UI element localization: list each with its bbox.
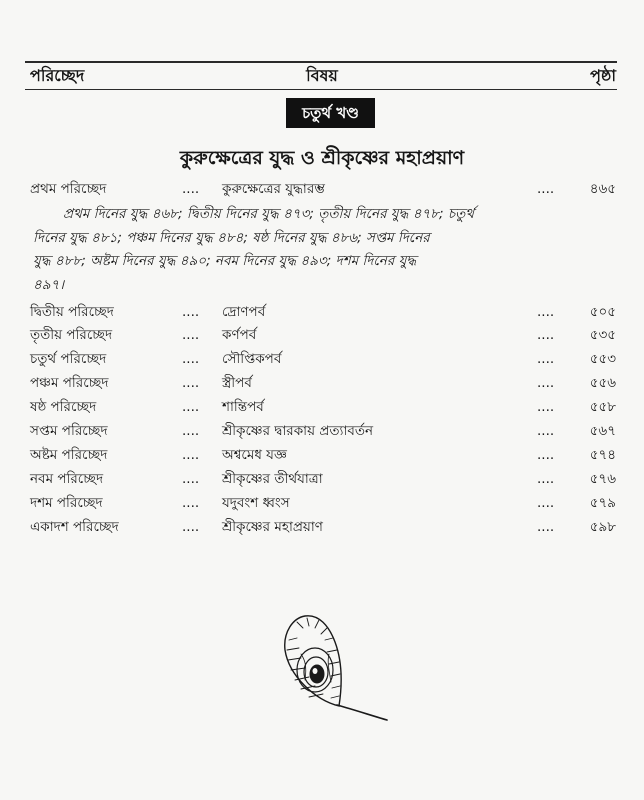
- leader-dots: ....: [537, 471, 555, 487]
- page-number: ৫৭৯: [589, 495, 616, 511]
- chapter-label: পঞ্চম পরিচ্ছেদ: [30, 375, 109, 391]
- header-subject-label: বিষয়: [306, 66, 338, 85]
- chapter-label: প্রথম পরিচ্ছেদ: [30, 181, 107, 197]
- leader-dots: ....: [182, 181, 200, 197]
- page-number: ৫৭৪: [589, 447, 616, 463]
- chapter-title: দ্রোণপর্ব: [222, 304, 266, 320]
- chapter-label: চতুর্থ পরিচ্ছেদ: [30, 351, 107, 367]
- leader-dots: ....: [182, 399, 200, 415]
- toc-entry: [0, 444, 644, 466]
- page-number: ৫৯৮: [589, 519, 616, 535]
- leader-dots: ....: [182, 519, 200, 535]
- header-chapter-label: পরিচ্ছেদ: [30, 66, 85, 85]
- subentry-line: প্রথম দিনের যুদ্ধ ৪৬৮; দ্বিতীয় দিনের যুদ্ধ ৪৭৩; তৃতীয় দিনের যুদ্ধ ৪৭৮; চতুর্থ: [63, 206, 475, 222]
- toc-entry: [0, 396, 644, 418]
- page-number: ৫৫৩: [589, 351, 616, 367]
- leader-dots: ....: [537, 351, 555, 367]
- leader-dots: ....: [182, 495, 200, 511]
- leader-dots: ....: [537, 519, 555, 535]
- toc-entry: [0, 348, 644, 370]
- page-number: ৪৬৫: [589, 181, 616, 197]
- leader-dots: ....: [537, 423, 555, 439]
- chapter-title: শ্রীকৃষ্ণের দ্বারকায় প্রত্যাবর্তন: [222, 423, 374, 439]
- toc-entry: [0, 468, 644, 490]
- chapter-label: একাদশ পরিচ্ছেদ: [30, 519, 119, 535]
- leader-dots: ....: [537, 399, 555, 415]
- chapter-label: দশম পরিচ্ছেদ: [30, 495, 103, 511]
- chapter-label: দ্বিতীয় পরিচ্ছেদ: [30, 304, 114, 320]
- leader-dots: ....: [182, 423, 200, 439]
- toc-entry: [0, 324, 644, 346]
- subentries-block: [33, 203, 543, 297]
- chapter-title: শান্তিপর্ব: [222, 399, 264, 415]
- page-number: ৫৫৬: [589, 375, 616, 391]
- chapter-title: সৌপ্তিকপর্ব: [222, 351, 282, 367]
- toc-entry: [0, 516, 644, 538]
- leader-dots: ....: [182, 375, 200, 391]
- page-number: ৫৫৮: [589, 399, 616, 415]
- header-top-rule: [25, 61, 617, 63]
- subentry-line: ৪৯৭।: [33, 276, 65, 293]
- chapter-title: অশ্বমেধ যজ্ঞ: [222, 447, 287, 463]
- chapter-title: কর্ণপর্ব: [222, 327, 257, 343]
- leader-dots: ....: [537, 304, 555, 320]
- chapter-title: যদুবংশ ধ্বংস: [222, 495, 290, 511]
- toc-entry: [0, 301, 644, 323]
- toc-entry: [0, 492, 644, 514]
- leader-dots: ....: [182, 351, 200, 367]
- leader-dots: ....: [537, 447, 555, 463]
- page-number: ৫৩৫: [589, 327, 616, 343]
- leader-dots: ....: [537, 375, 555, 391]
- section-banner: চতুর্থ খণ্ড: [286, 98, 375, 128]
- leader-dots: ....: [537, 181, 555, 197]
- leader-dots: ....: [537, 327, 555, 343]
- leader-dots: ....: [182, 447, 200, 463]
- chapter-title: শ্রীকৃষ্ণের মহাপ্রয়াণ: [222, 519, 323, 535]
- header-bottom-rule: [25, 89, 617, 90]
- chapter-label: অষ্টম পরিচ্ছেদ: [30, 447, 108, 463]
- toc-entry: [0, 420, 644, 442]
- page-number: ৫৭৬: [589, 471, 616, 487]
- chapter-label: তৃতীয় পরিচ্ছেদ: [30, 327, 113, 343]
- subentry-line: দিনের যুদ্ধ ৪৮১; পঞ্চম দিনের যুদ্ধ ৪৮৪; ষষ্ঠ দিনের যুদ্ধ ৪৮৬; সপ্তম দিনের: [33, 229, 430, 246]
- leader-dots: ....: [182, 304, 200, 320]
- section-title: কুরুক্ষেত্রের যুদ্ধ ও শ্রীকৃষ্ণের মহাপ্রয়াণ: [179, 147, 465, 169]
- peacock-feather-icon: [275, 610, 405, 725]
- toc-entry: [0, 372, 644, 394]
- chapter-title: শ্রীকৃষ্ণের তীর্থযাত্রা: [222, 471, 323, 487]
- chapter-title: স্ত্রীপর্ব: [222, 375, 252, 391]
- subentry-line: যুদ্ধ ৪৮৮; অষ্টম দিনের যুদ্ধ ৪৯০; নবম দিনের যুদ্ধ ৪৯৩; দশম দিনের যুদ্ধ: [33, 253, 417, 269]
- chapter-label: সপ্তম পরিচ্ছেদ: [30, 423, 108, 439]
- header-page-label: পৃষ্ঠা: [590, 66, 616, 85]
- chapter-label: নবম পরিচ্ছেদ: [30, 471, 104, 487]
- page-number: ৫০৫: [589, 304, 616, 320]
- leader-dots: ....: [537, 495, 555, 511]
- leader-dots: ....: [182, 471, 200, 487]
- toc-entry: [0, 178, 644, 200]
- leader-dots: ....: [182, 327, 200, 343]
- chapter-label: ষষ্ঠ পরিচ্ছেদ: [30, 399, 97, 415]
- chapter-title: কুরুক্ষেত্রের যুদ্ধারম্ভ: [222, 181, 325, 197]
- page-number: ৫৬৭: [589, 423, 616, 439]
